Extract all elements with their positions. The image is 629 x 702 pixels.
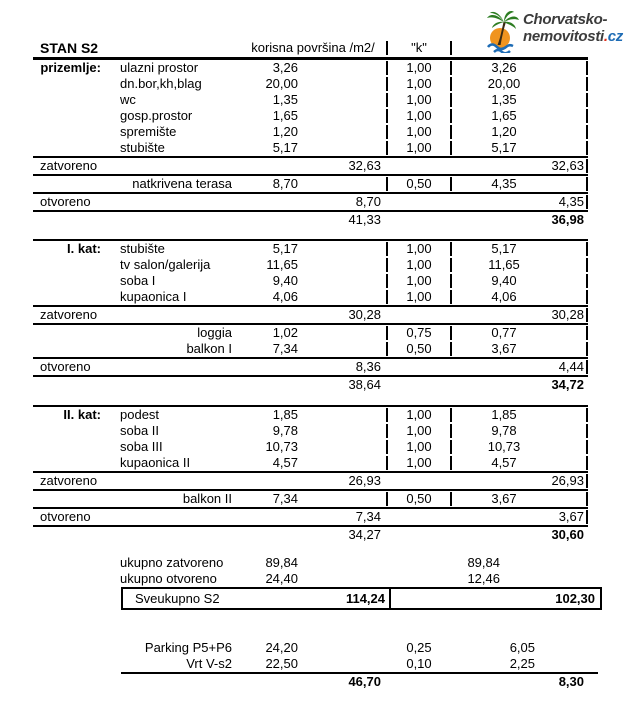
extras-section — [33, 640, 588, 690]
room-row — [33, 439, 588, 455]
open-subtotal-result: 3,67 — [452, 510, 588, 524]
closed-subtotal-result: 32,63 — [452, 159, 588, 173]
floor-section — [33, 405, 588, 543]
room-name: stubište — [120, 140, 165, 155]
room-name: natkrivena terasa — [132, 176, 232, 191]
k-value: 1,00 — [386, 274, 452, 288]
summary-label: ukupno zatvoreno — [120, 555, 224, 570]
open-subtotal-result: 4,35 — [452, 195, 588, 209]
k-value: 1,00 — [386, 258, 452, 272]
result-value: 4,57 — [452, 456, 588, 470]
result-value: 5,17 — [452, 242, 588, 256]
room-row — [33, 60, 588, 76]
k-value: 1,00 — [386, 109, 452, 123]
area-value: 5,17 — [272, 140, 298, 155]
room-row — [33, 455, 588, 471]
room-row — [33, 273, 588, 289]
grand-total-left-cell — [123, 589, 389, 608]
area-value: 4,57 — [272, 455, 298, 470]
area-table — [33, 38, 595, 690]
k-value: 0,50 — [386, 342, 452, 356]
k-value: 1,00 — [386, 61, 452, 75]
open-subtotal-result: 4,44 — [452, 360, 588, 374]
k-value: 0,50 — [386, 177, 452, 191]
k-value: 1,00 — [386, 290, 452, 304]
summary-row — [33, 555, 588, 571]
logo-line1: Chorvatsko- — [523, 11, 608, 28]
floor-sections — [33, 60, 588, 543]
section-total-result: 36,98 — [551, 212, 584, 227]
room-row — [33, 257, 588, 273]
room-row — [33, 76, 588, 92]
open-label: otvoreno — [40, 359, 91, 374]
k-value: 1,00 — [386, 440, 452, 454]
section-total-area: 38,64 — [348, 377, 381, 392]
result-value: 20,00 — [452, 77, 588, 91]
extra-name: Vrt V-s2 — [186, 656, 232, 671]
extra-result: 2,25 — [509, 656, 535, 671]
area-value: 1,35 — [272, 92, 298, 107]
area-value: 10,73 — [265, 439, 298, 454]
open-subtotal-area: 8,70 — [355, 194, 381, 209]
room-row — [33, 124, 588, 140]
k-value: 1,00 — [386, 141, 452, 155]
k-value: 0,75 — [386, 326, 452, 340]
area-value: 9,78 — [272, 423, 298, 438]
summary-area: 89,84 — [265, 555, 298, 570]
extras-total-result: 8,30 — [558, 674, 584, 689]
room-name: spremište — [120, 124, 177, 139]
open-room-row — [33, 176, 588, 192]
area-value: 20,00 — [265, 76, 298, 91]
result-value: 1,65 — [452, 109, 588, 123]
area-value: 1,65 — [272, 108, 298, 123]
extra-area: 24,20 — [265, 640, 298, 655]
closed-subtotal-result: 26,93 — [452, 474, 588, 488]
floor-label: I. kat: — [67, 241, 101, 256]
room-row — [33, 289, 588, 305]
closed-label: zatvoreno — [40, 307, 98, 322]
section-total-area: 41,33 — [348, 212, 381, 227]
room-name: kupaonica II — [120, 455, 191, 470]
room-row — [33, 241, 588, 257]
logo-line2-dot: . — [603, 28, 608, 45]
result-value: 3,67 — [452, 342, 588, 356]
room-name: soba I — [120, 273, 156, 288]
closed-subtotal-row — [33, 156, 588, 176]
room-name: podest — [120, 407, 160, 422]
extras-total-area: 46,70 — [348, 674, 381, 689]
result-value: 1,20 — [452, 125, 588, 139]
column-header-k: "k" — [386, 41, 452, 55]
closed-label: zatvoreno — [40, 473, 98, 488]
room-row — [33, 140, 588, 156]
open-room-row — [33, 325, 588, 341]
open-subtotal-row — [33, 192, 588, 212]
room-name: balkon II — [182, 491, 232, 506]
grand-total-label: Sveukupno S2 — [135, 591, 220, 606]
summary-row — [33, 571, 588, 587]
floor-label: prizemlje: — [40, 60, 101, 75]
area-value: 5,17 — [272, 241, 298, 256]
k-value: 1,00 — [386, 408, 452, 422]
extra-name: Parking P5+P6 — [144, 640, 232, 655]
section-total-area: 34,27 — [348, 527, 381, 542]
result-value: 1,35 — [452, 93, 588, 107]
result-value: 9,40 — [452, 274, 588, 288]
k-value: 1,00 — [386, 77, 452, 91]
summary-result: 89,84 — [467, 555, 500, 570]
open-label: otvoreno — [40, 194, 91, 209]
summary-result: 12,46 — [467, 571, 500, 586]
room-name: soba II — [120, 423, 160, 438]
section-total-row — [33, 212, 588, 228]
grand-total-area: 114,24 — [345, 591, 385, 606]
result-value: 3,26 — [452, 61, 588, 75]
summary-area: 24,40 — [265, 571, 298, 586]
extra-row — [33, 640, 588, 656]
extra-row — [33, 656, 588, 672]
floor-section — [33, 239, 588, 393]
closed-subtotal-row — [33, 471, 588, 491]
room-name: ulazni prostor — [120, 60, 199, 75]
area-value: 3,26 — [272, 60, 298, 75]
room-row — [33, 108, 588, 124]
grand-total-result: 102,30 — [389, 589, 600, 608]
area-value: 8,70 — [272, 176, 298, 191]
section-total-row — [33, 527, 588, 543]
closed-subtotal-result: 30,28 — [452, 308, 588, 322]
open-subtotal-row — [33, 507, 588, 527]
result-value: 0,77 — [452, 326, 588, 340]
k-value: 1,00 — [386, 93, 452, 107]
area-value: 4,06 — [272, 289, 298, 304]
room-name: kupaonica I — [120, 289, 187, 304]
closed-subtotal-area: 30,28 — [348, 307, 381, 322]
column-header-area: korisna površina /m2/ — [251, 39, 375, 55]
section-total-result: 34,72 — [551, 377, 584, 392]
k-value: 1,00 — [386, 424, 452, 438]
open-subtotal-area: 8,36 — [355, 359, 381, 374]
extra-result: 6,05 — [509, 640, 535, 655]
area-value: 9,40 — [272, 273, 298, 288]
k-value: 1,00 — [386, 125, 452, 139]
open-subtotal-row — [33, 357, 588, 377]
room-name: dn.bor,kh,blag — [120, 76, 202, 91]
logo-line2-main: nemovitosti — [523, 28, 604, 45]
result-value: 5,17 — [452, 141, 588, 155]
extra-area: 22,50 — [265, 656, 298, 671]
room-name: loggia — [197, 325, 232, 340]
area-value: 1,02 — [272, 325, 298, 340]
floor-label: II. kat: — [63, 407, 101, 422]
area-value: 11,65 — [266, 257, 298, 272]
page-title: STAN S2 — [40, 39, 99, 56]
open-label: otvoreno — [40, 509, 91, 524]
room-row — [33, 92, 588, 108]
k-value: 0,50 — [386, 492, 452, 506]
room-name: wc — [120, 92, 136, 107]
extras-total-row — [33, 674, 588, 690]
result-value: 3,67 — [452, 492, 588, 506]
summary-section — [33, 555, 595, 610]
room-name: stubište — [120, 241, 165, 256]
floor-section — [33, 60, 588, 228]
closed-subtotal-area: 26,93 — [348, 473, 381, 488]
room-row — [33, 407, 588, 423]
room-name: gosp.prostor — [120, 108, 193, 123]
room-name: balkon I — [186, 341, 232, 356]
summary-label: ukupno otvoreno — [120, 571, 217, 586]
closed-subtotal-area: 32,63 — [348, 158, 381, 173]
open-room-row — [33, 491, 588, 507]
extra-k: 0,25 — [406, 640, 432, 655]
section-total-result: 30,60 — [551, 527, 584, 542]
grand-total-box — [121, 587, 602, 610]
area-value: 7,34 — [272, 341, 298, 356]
section-total-row — [33, 377, 588, 393]
result-value: 9,78 — [452, 424, 588, 438]
area-value: 1,85 — [272, 407, 298, 422]
closed-label: zatvoreno — [40, 158, 98, 173]
k-value: 1,00 — [386, 242, 452, 256]
result-value: 4,06 — [452, 290, 588, 304]
table-header-row — [33, 38, 588, 60]
open-subtotal-area: 7,34 — [355, 509, 381, 524]
room-row — [33, 423, 588, 439]
result-value: 4,35 — [452, 177, 588, 191]
room-name: soba III — [120, 439, 163, 454]
open-room-row — [33, 341, 588, 357]
logo-line2-tld: cz — [607, 28, 624, 45]
result-value: 10,73 — [452, 440, 588, 454]
area-value: 7,34 — [272, 491, 298, 506]
result-value: 1,85 — [452, 408, 588, 422]
closed-subtotal-row — [33, 305, 588, 325]
area-value: 1,20 — [272, 124, 298, 139]
room-name: tv salon/galerija — [120, 257, 211, 272]
result-value: 11,65 — [452, 258, 588, 272]
extra-k: 0,10 — [406, 656, 432, 671]
k-value: 1,00 — [386, 456, 452, 470]
